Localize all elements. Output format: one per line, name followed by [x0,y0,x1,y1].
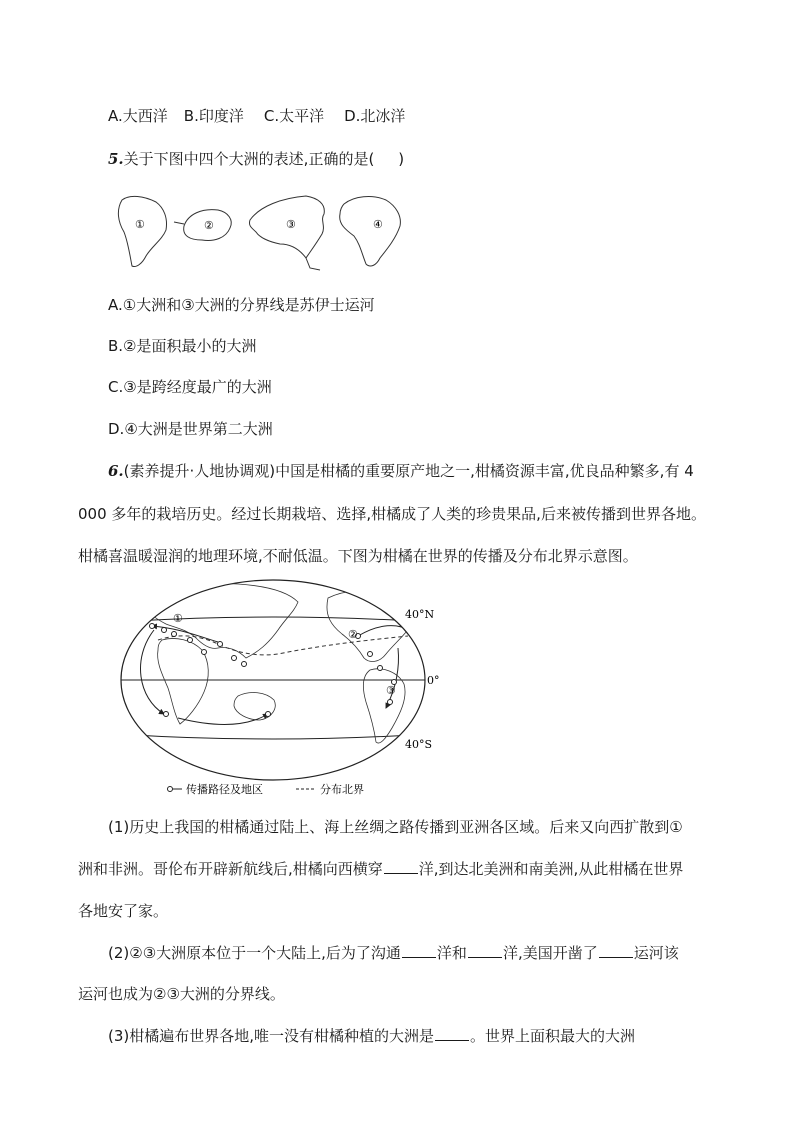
q5-option-b: B.②是面积最小的大洲 [108,337,257,355]
q6-sub1-line2 [78,859,683,879]
q6-sub2-text-a: (2)②③大洲原本位于一个大陆上,后为了沟通 [108,944,401,962]
q6-sub2-text-c: 洋,美国开凿了 [502,944,598,962]
q6-sub3-text-a: (3)柑橘遍布世界各地,唯一没有柑橘种植的大洲是 [108,1027,435,1045]
answer-blank-canal[interactable] [599,943,633,958]
citrus-spread-map [118,578,448,800]
q4-option-d: D.北冰洋 [344,107,406,125]
south-america-outline [118,196,166,266]
q6-sub2-text-d: 运河该 [633,944,679,962]
map-region-label-2: ② [348,628,358,641]
q5-option-c: C.③是跨经度最广的大洲 [108,378,272,396]
q6-sub2-line1 [108,943,679,963]
q6-sub2-text-b: 洋和 [436,944,467,962]
q6-intro-text1: (素养提升·人地协调观)中国是柑橘的重要原产地之一,柑橘资源丰富,优良品种繁多,有 4 [123,462,694,480]
continent-label-3: ③ [286,218,296,231]
map-region-label-1: ① [173,612,183,625]
q4-option-c: C.太平洋 [263,107,325,125]
q5-continents-figure [110,186,435,274]
q6-sub3-line1 [108,1026,635,1046]
africa-outline [340,197,401,266]
q6-intro-line2: 000 多年的栽培历史。经过长期栽培、选择,柑橘成了人类的珍贵果品,后来被传播到世界各地。 [78,505,706,523]
q5-option-a: A.①大洲和③大洲的分界线是苏伊士运河 [108,296,375,314]
q6-sub1-line1: (1)历史上我国的柑橘通过陆上、海上丝绸之路传播到亚洲各区域。后来又向西扩散到① [108,818,683,836]
continent-label-2: ② [204,219,214,232]
q4-option-a: A.大西洋 [108,107,168,125]
continent-label-1: ① [135,218,145,231]
answer-blank-ocean-1[interactable] [384,859,418,874]
lat-40n-label: 40°N [405,608,435,621]
q6-sub1-text-b: 洋,到达北美洲和南美洲,从此柑橘在世界 [418,860,684,878]
continent-label-4: ④ [373,218,383,231]
answer-blank-continent[interactable] [435,1026,469,1041]
lat-40s-label: 40°S [405,738,433,751]
lat-equator-label: 0° [427,674,440,687]
q6-intro-line1 [108,461,694,481]
q6-sub1-line3: 各地安了家。 [78,902,169,920]
map-region-label-3: ③ [386,684,396,697]
q5-stem-text: 关于下图中四个大洲的表述,正确的是( [123,150,375,168]
answer-blank-ocean-2[interactable] [402,943,436,958]
q5-stem [108,149,404,169]
legend-route-label: 传播路径及地区 [186,783,263,796]
q6-number: 6. [108,462,124,480]
q4-option-b: B.印度洋 [183,107,244,125]
q6-sub1-text-a: 洲和非洲。哥伦布开辟新航线后,柑橘向西横穿 [78,860,383,878]
map-legend [168,782,365,796]
q6-intro-line3: 柑橘喜温暖湿润的地理环境,不耐低温。下图为柑橘在世界的传播及分布北界示意图。 [78,547,638,565]
legend-boundary-label: 分布北界 [320,783,364,796]
q5-number: 5. [108,150,124,168]
q4-options [108,106,405,126]
q6-sub3-text-b: 。世界上面积最大的大洲 [470,1027,636,1045]
legend-route-icon [168,787,173,792]
answer-blank-ocean-3[interactable] [468,943,502,958]
q5-option-d: D.④大洲是世界第二大洲 [108,420,273,438]
q6-sub2-line2: 运河也成为②③大洲的分界线。 [78,985,285,1003]
q5-stem-end: ) [398,150,405,168]
